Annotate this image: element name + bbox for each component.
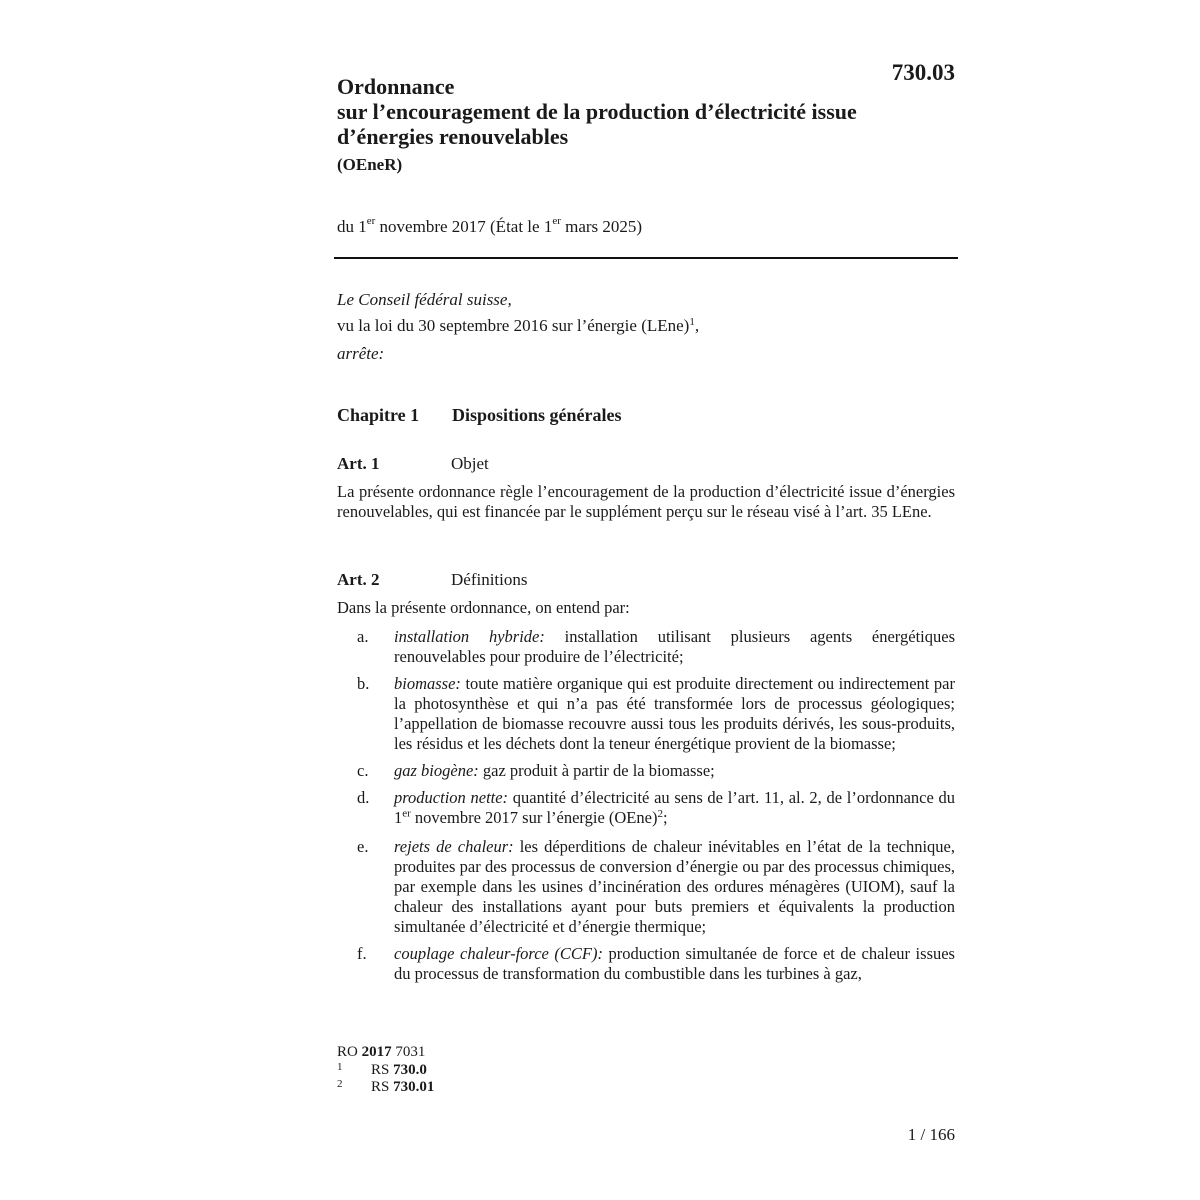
footnote-ref-link[interactable]: 730.0	[393, 1062, 427, 1078]
footnote-number: 1	[337, 1061, 343, 1073]
footnotes	[337, 1062, 434, 1096]
list-item	[337, 837, 955, 937]
ro-page: 7031	[391, 1044, 426, 1060]
item-label: c.	[357, 761, 369, 780]
date-text: du 1	[337, 217, 367, 236]
list-item	[337, 674, 955, 754]
item-label: f.	[357, 944, 367, 963]
date-superscript: er	[552, 215, 561, 228]
article-title: Objet	[451, 454, 489, 473]
preamble-decree: arrête:	[337, 344, 385, 363]
footnote-prefix: RS	[371, 1062, 394, 1078]
title-line: Ordonnance	[337, 74, 455, 99]
definition-term: production nette:	[394, 788, 509, 807]
item-label: d.	[357, 788, 370, 807]
chapter-title: Dispositions générales	[452, 405, 622, 425]
article-1-text: La présente ordonnance règle l’encouragement de la production d’électricité issue d’énergies renouvelables, qui est financée par le supplément perçu sur le réseau visé à l’art. 35 LEne.	[337, 482, 955, 521]
definition-text: ;	[662, 808, 668, 827]
preamble-basis-text: vu la loi du 30 septembre 2016 sur l’énergie (LEne)	[337, 316, 690, 335]
article-title: Définitions	[451, 570, 528, 589]
footnote-ref[interactable]: 1	[689, 316, 695, 328]
definition-text: novembre 2017 sur l’énergie (OEne)	[410, 808, 658, 827]
definition-term: rejets de chaleur:	[394, 837, 514, 856]
article-2-intro: Dans la présente ordonnance, on entend par:	[337, 598, 630, 617]
document-date	[337, 216, 642, 238]
definitions-list	[337, 627, 955, 991]
footnote-prefix: RS	[371, 1079, 394, 1095]
definition-text: installation utilisant plusieurs agents énergétiques renouvelables pour produire de l’électricité;	[394, 627, 955, 666]
date-superscript: er	[366, 215, 376, 228]
preamble-basis	[337, 313, 699, 341]
article-2-heading	[337, 569, 637, 591]
header-divider	[334, 257, 958, 259]
title-line: sur l’encouragement de la production d’électricité issue	[337, 99, 857, 124]
date-text: mars 2025)	[560, 217, 643, 236]
page-number: 1 / 166	[907, 1125, 955, 1144]
definition-term: installation hybride:	[394, 627, 545, 646]
definition-text: toute matière organique qui est produite directement ou indirectement par la photosynthèse et qui n’a pas été transformée lors de processus géologiques; l’appellation de biomasse recouvre aussi tous les produits dérivés, les sous-produits, les résidus et les déchets dont la teneur énergétique provient de la biomasse;	[394, 674, 955, 753]
preamble-basis-end: ,	[694, 316, 700, 335]
definition-superscript: er	[402, 807, 411, 820]
list-item	[337, 761, 955, 781]
footnote-number: 2	[337, 1078, 343, 1090]
footnote	[337, 1062, 434, 1079]
article-1-heading	[337, 453, 637, 475]
date-text: novembre 2017 (État le 1	[375, 217, 553, 236]
list-item	[337, 627, 955, 667]
definition-text: les déperditions de chaleur inévitables en l’état de la technique, produites par des processus de conversion d’énergie ou par des processus chimiques, par exemple dans les usines d’incinération des ordures ménagères (UIOM), sauf la chaleur des installations ayant pour buts premiers et équivalents la production simultanée d’électricité et d’énergie thermique;	[394, 837, 955, 936]
definition-term: couplage chaleur-force (CCF):	[394, 944, 603, 963]
list-item	[337, 788, 955, 830]
item-label: b.	[357, 674, 370, 693]
list-item	[337, 944, 955, 984]
definition-text: quantité d’électricité au sens de l’art. 11, al. 2, de l’ordonnance du 1	[394, 788, 955, 827]
ro-prefix: RO	[337, 1044, 362, 1060]
item-label: a.	[357, 627, 369, 646]
preamble	[337, 287, 699, 367]
chapter-heading	[337, 404, 622, 426]
footnote	[337, 1079, 434, 1096]
preamble-authority: Le Conseil fédéral suisse,	[337, 290, 512, 309]
item-label: e.	[357, 837, 369, 856]
rs-number: 730.03	[891, 60, 955, 85]
title-line: d’énergies renouvelables	[337, 124, 569, 149]
chapter-number: Chapitre 1	[337, 405, 420, 425]
definition-text: production simultanée de force et de chaleur issues du processus de transformation du combustible dans les turbines à gaz,	[394, 944, 955, 983]
definition-term: gaz biogène:	[394, 761, 479, 780]
definition-term: biomasse:	[394, 674, 461, 693]
article-number: Art. 1	[337, 454, 380, 473]
title-abbreviation: (OEneR)	[337, 155, 403, 174]
document-title	[337, 74, 937, 149]
footnote-ref[interactable]: 2	[657, 808, 663, 820]
article-number: Art. 2	[337, 570, 380, 589]
definition-text: gaz produit à partir de la biomasse;	[478, 761, 715, 780]
ro-reference	[337, 1043, 425, 1061]
ro-year: 2017	[361, 1044, 392, 1060]
footnote-ref-link[interactable]: 730.01	[393, 1079, 435, 1095]
